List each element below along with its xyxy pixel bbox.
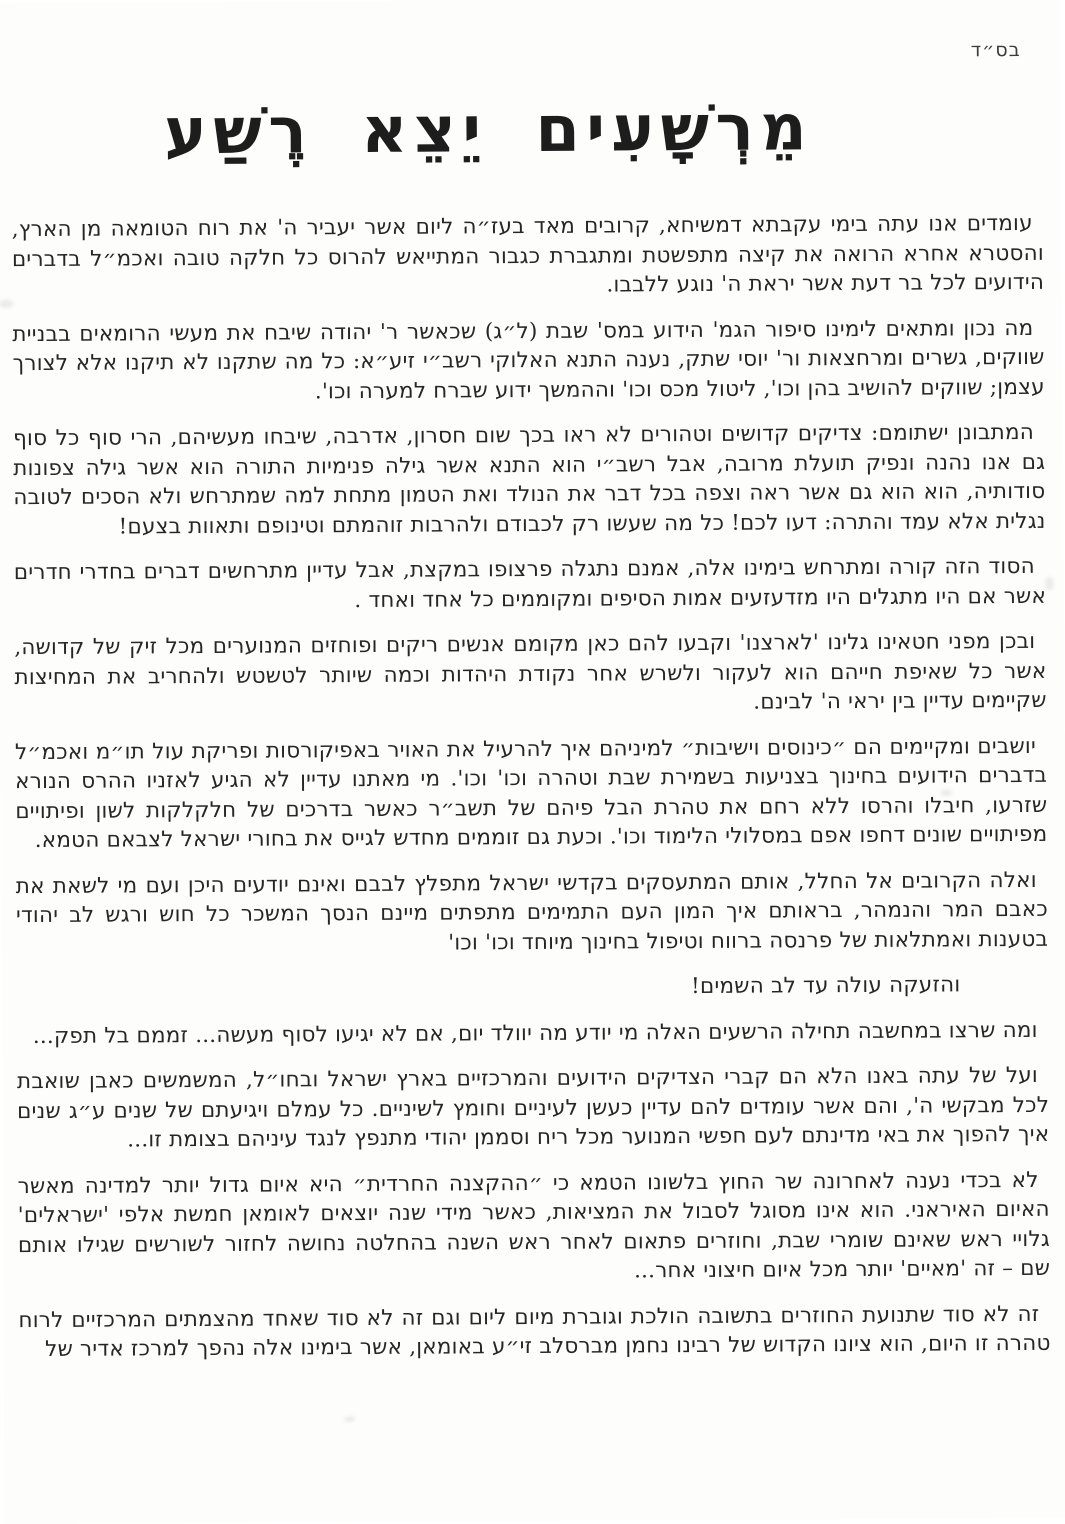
besd-header: בס״ד bbox=[970, 39, 1021, 62]
paragraph: ובכן מפני חטאינו גלינו 'לארצנו' וקבעו להם כאן מקומם אנשים ריקים ופוחזים המנוערים מכל זיק של קדושה, אשר כל שאיפת חייהם הוא לעקור ולשרש אחר נקודת היהדות וכמה שיותר לטשטש ולהחריב את המחיצות שקיימים עדיין בין יראי ה' לבינם. bbox=[14, 628, 1047, 715]
paragraph: עומדים אנו עתה בימי עקבתא דמשיחא, קרובים מאד בעז״ה ליום אשר יעביר ה' את רוח הטומאה מן הארץ, והסטרא אחרא הרואה את קיצה מתפשטת ומתגברת כגבור המתייאש להרוס כל חלקה טובה ואכמ״ל בדברים הידועים לכל בר דעת אשר יראת ה' נוגע ללבבו. bbox=[11, 210, 1045, 298]
paragraph: ועל של עתה באנו הלא הם קברי הצדיקים הידועים והמרכזיים בארץ ישראל ובחו״ל, המשמשים כאבן שואבת לכל מבקשי ה', והם אשר עומדים להם עדיין כעשן לעיניים וחומץ לשיניים. כל עמלם ויגיעתם של שנים ע״ג שנים איך להפוך את באי מדינתם לעם חפשי המנוער מכל ריח וסממן יהודי מתנפץ לנגד עיניהם בצומת זו... bbox=[16, 1062, 1050, 1153]
paragraph: ואלה הקרובים אל החלל, אותם המתעסקים בקדשי ישראל מתפלץ לבבם ואינם יודעים היכן ועם מי לשאת את כאבם המר והנמהר, בראותם איך המון העם התמימים מתפתים מיינם הנסך המשכר כל חוש ורגש לב יהודי בטענות ואמתלאות של פרנסה ברווח וטיפול בחינוך מיוחד וכו' וכו' bbox=[15, 867, 1049, 956]
paragraph: מה נכון ומתאים לימינו סיפור הגמ' הידוע במס' שבת (ל״ג) שכאשר ר' יהודה שיבח את מעשי הרומאים בבניית שווקים, גשרים ומרחצאות ור' יוסי שתק, נענה התנא האלוקי רשב״י זיע״א: כל מה שתקנו לא תיקנו אלא לצורך עצמן; שווקים להושיב בהן וכו', ליטול מכס וכו' וההמשך ידוע שברח למערה וכו'. bbox=[12, 315, 1045, 404]
document-body bbox=[12, 209, 1051, 1381]
paragraph: לא בכדי נענה לאחרונה שר החוץ בלשונו הטמא כי ״ההקצנה החרדית״ היא איום גדול יותר למדינה מאשר האיום האיראני. הוא אינו מסוגל לסבול את המציאות, כאשר מידי שנה יוצאים לאומאן חמשת אלפי 'ישראלים' גלויי ראש שאינם שומרי שבת, וחוזרים פתאום לאחר ראש השנה בהחלטה נחושה לחזור לשורשים שגילו אותם שם – זה 'מאיים' יותר מכל איום חיצוני אחר... bbox=[17, 1167, 1051, 1284]
scan-speck bbox=[1045, 577, 1054, 591]
paragraph: ומה שרצו במחשבה תחילה הרשעים האלה מי יודע מה יוולד יום, אם לא יגיעו לסוף מעשה... זממם בל תפק... bbox=[32, 1017, 1038, 1049]
paragraph: זה לא סוד שתנועת החוזרים בתשובה הולכת וגוברת מיום ליום וגם זה לא סוד שאחד מהצמתים המרכזיים לרוח טהרה זו היום, הוא ציונו הקדוש של רבינו נחמן מברסלב זי״ע באומאן, אשר בימינו אלה נהפך למרכז אדיר של bbox=[18, 1301, 1051, 1362]
paragraph: והזעקה עולה עד לב השמים! bbox=[691, 972, 961, 1000]
paragraph: המתבונן ישתומם: צדיקים קדושים וטהורים לא ראו בכך שום חסרון, אדרבה, שיבחו מעשיהם, הרי סוף כל סוף גם אנו נהנה ונפיק תועלת מרובה, אבל רשב״י הוא התנא אשר גילה פנימיות התורה הוא אשר גילה צפונות סודותיה, הוא הוא גם אשר ראה וצפה בכל דבר את הנולד ואת הטמון מתחת למה שמתרחש ולא הסכים לטובה נגלית אלא עמד והתרה: דעו לכם! כל מה שעשו רק לכבודם ולהרבות זוהמתם וטינופם ותאוות בצעם! bbox=[12, 419, 1046, 540]
paragraph: הסוד הזה קורה ומתרחש בימינו אלה, אמנם נתגלה פרצופו במקצת, אבל עדיין מתרחשים דברים בחדרי חדרים אשר אם היו מתגלים היו מזדעזעים אמות הסיפים ומקוממים כל אחד ואחד . bbox=[13, 553, 1047, 613]
page-title: מֵרְשָׁעִים יֵצֵא רֶשַׁע bbox=[164, 90, 814, 170]
paragraph: יושבים ומקיימים הם ״כינוסים וישיבות״ למיניהם איך להרעיל את האויר באפיקורסות ופריקת עול תו״מ ואכמ״ל בדברים הידועים בחינוך בצניעות בשמירת שבת וטהרה וכו' וכו'. מי מאתנו עדיין לא הגיע לאזניו ההרס הנורא שזרעו, חיבלו והרסו ללא רחם את טהרת הבל פיהם של תשב״ר כאשר בדרכים של חלקלקות לשון ופיתויים מפיתויים שונים דחפו אפם במסלולי הלימוד וכו'. וכעת גם זוממים מחדש לגייס את בחורי ישראל לצבאם הטמא. bbox=[14, 733, 1048, 854]
scan-speck bbox=[344, 1416, 355, 1422]
